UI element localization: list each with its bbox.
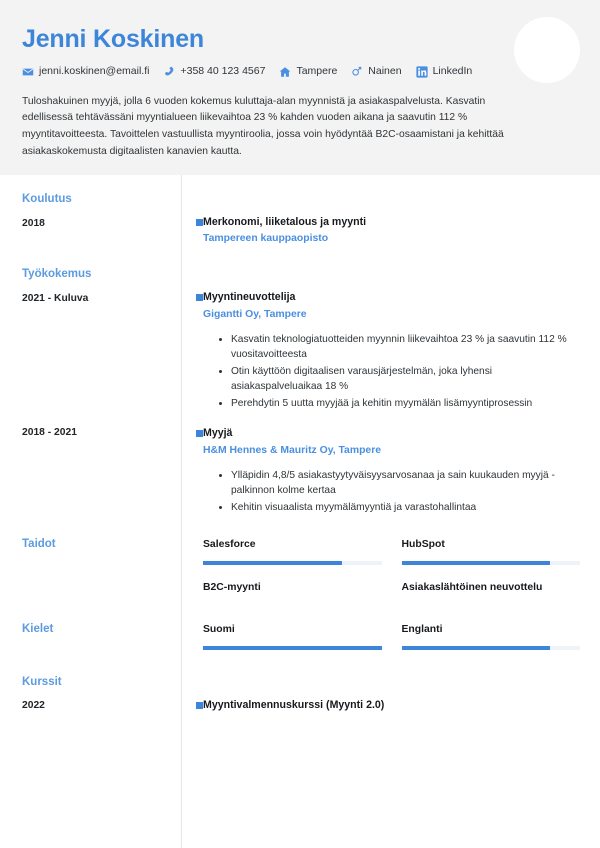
experience-entry-0 [203, 290, 580, 411]
skill-item-b2c [203, 581, 382, 624]
linkedin-icon [416, 66, 428, 78]
education-right-column [181, 193, 600, 246]
contact-location [279, 66, 337, 78]
languages-left-column [0, 623, 181, 637]
language-item-englanti [402, 623, 581, 666]
entry-marker-icon [196, 219, 203, 226]
envelope-icon [22, 66, 34, 78]
courses-left-column [0, 676, 181, 713]
section-experience [0, 268, 600, 412]
skill-progress-track [402, 561, 581, 565]
section-languages [0, 623, 600, 666]
skill-progress-fill [203, 561, 342, 565]
avatar [514, 17, 580, 83]
course-title: Myyntivalmennuskurssi (Myynti 2.0) [203, 698, 385, 711]
language-progress-track [203, 646, 382, 650]
contact-location-label: Tampere [296, 65, 338, 78]
experience-bullets-1 [203, 468, 580, 516]
experience-entry-1 [203, 426, 580, 515]
education-degree: Merkonomi, liiketalous ja myynti [203, 216, 367, 228]
experience-left-column-1 [0, 426, 181, 439]
education-left-column [0, 193, 181, 230]
experience-entry-date-0: 2021 - Kuluva [22, 293, 89, 305]
contact-gender-label: Nainen [368, 65, 402, 78]
language-item-suomi [203, 623, 382, 666]
skill-label: Asiakaslähtöinen neuvottelu [401, 581, 543, 593]
experience-left-column [0, 268, 181, 305]
languages-grid [203, 623, 580, 666]
gender-icon [351, 66, 363, 78]
profile-summary: Tuloshakuinen myyjä, jolla 6 vuoden kokemus kuluttaja-alan myynnistä ja asiakaspalvelusta. Kasvatin edellisessä tehtävässäni myyntialueen liikevaihtoa 23 % kahden vuoden aikana ja saavutin 112 % myyntitavoitteesta. Tavoittelen vastuullista myyntiroolia, jossa voin hyödyntää B2C-osaamistani ja kehittää asiakaskokemusta digitaalisten kanavien kautta. [22, 95, 504, 157]
skill-label: B2C-myynti [203, 581, 261, 593]
skill-progress-fill [402, 561, 550, 565]
language-label: Englanti [401, 624, 443, 636]
experience-right-column-0 [181, 268, 600, 412]
skill-progress-track [203, 561, 382, 565]
contact-linkedin-label: LinkedIn [432, 65, 473, 78]
education-entry-date: 2018 [22, 217, 45, 229]
section-title-courses: Kurssit [22, 675, 62, 688]
entry-marker-icon [196, 702, 203, 709]
course-entry-date: 2022 [22, 700, 45, 712]
contact-phone[interactable] [163, 66, 265, 78]
list-item: Kehitin visuaalista myymälämyyntiä ja varastohallintaa [219, 500, 580, 516]
contact-phone-label: +358 40 123 4567 [180, 65, 266, 78]
courses-right-column [181, 676, 600, 712]
education-school: Tampereen kauppaopisto [203, 233, 329, 245]
experience-entry-date-1: 2018 - 2021 [22, 427, 77, 439]
skill-label: Salesforce [203, 539, 256, 551]
skill-item-salesforce [203, 538, 382, 581]
section-title-skills: Taidot [22, 538, 56, 551]
skills-grid [203, 538, 580, 623]
language-label: Suomi [203, 624, 235, 636]
section-title-experience: Työkokemus [22, 268, 92, 281]
language-progress-fill [402, 646, 550, 650]
experience-right-column-1 [181, 426, 600, 516]
education-entry [203, 215, 580, 246]
section-experience-second [0, 426, 600, 516]
candidate-name: Jenni Koskinen [22, 25, 204, 53]
section-title-education: Koulutus [22, 193, 72, 205]
experience-company-0: Gigantti Oy, Tampere [203, 308, 307, 320]
skill-label: HubSpot [401, 539, 445, 551]
list-item: Perehdytin 5 uutta myyjää ja kehitin myymälän lisämyyntiprosessin [219, 396, 580, 412]
list-item: Otin käyttöön digitaalisen varausjärjestelmän, joka lyhensi asiakaspalveluaikaa 18 % [219, 364, 580, 395]
phone-icon [163, 66, 175, 78]
section-courses [0, 676, 600, 713]
section-education [0, 193, 600, 246]
contact-row [22, 66, 578, 78]
experience-company-1: H&M Hennes & Mauritz Oy, Tampere [203, 444, 382, 456]
section-skills [0, 538, 600, 623]
language-progress-track [402, 646, 581, 650]
languages-right-column [181, 623, 600, 666]
course-entry [203, 698, 580, 712]
entry-marker-icon [196, 430, 203, 437]
experience-bullets-0 [203, 332, 580, 412]
entry-marker-icon [196, 294, 203, 301]
home-icon [279, 66, 291, 78]
experience-job-title-0: Myyntineuvottelija [203, 291, 296, 304]
contact-gender [351, 66, 401, 78]
list-item: Kasvatin teknologiatuotteiden myynnin liikevaihtoa 23 % ja saavutin 112 % vuositavoitteesta [219, 332, 580, 363]
section-title-languages: Kielet [22, 623, 54, 636]
contact-email-label: jenni.koskinen@email.fi [39, 65, 150, 78]
resume-header [0, 0, 600, 175]
list-item: Ylläpidin 4,8/5 asiakastyytyväisyysarvosanaa ja sain kuukauden myyjä -palkinnon kolme kertaa [219, 468, 580, 499]
skills-right-column [181, 538, 600, 623]
language-progress-fill [203, 646, 382, 650]
resume-body [0, 175, 600, 848]
contact-linkedin[interactable] [416, 66, 473, 78]
skills-left-column [0, 538, 181, 552]
skill-item-negotiation [402, 581, 581, 624]
skill-item-hubspot [402, 538, 581, 581]
contact-email[interactable] [22, 66, 149, 78]
experience-job-title-1: Myyjä [203, 427, 233, 440]
